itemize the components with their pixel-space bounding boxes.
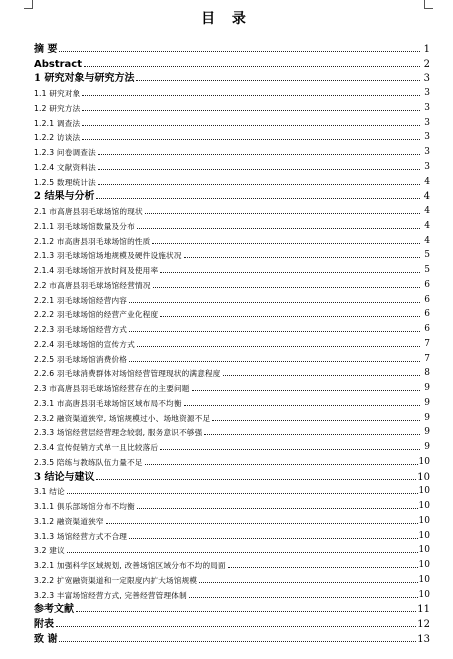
toc-entry-page-number: 7: [424, 338, 430, 349]
toc-entry[interactable]: [34, 276, 430, 291]
toc-dot-leader: [137, 346, 420, 347]
toc-entry-page-number: 10: [418, 560, 430, 570]
toc-entry-label: 3.1.2 融资渠道狭窄: [34, 516, 104, 526]
toc-dot-leader: [145, 464, 418, 465]
toc-entry-page-number: 9: [424, 427, 430, 438]
toc-entry[interactable]: [34, 143, 430, 158]
toc-entry-page-number: 4: [424, 206, 430, 216]
toc-entry-label: 1.2.1 调查法: [34, 118, 81, 128]
toc-entry-label: 2.1.3 羽毛球场馆场地规模及硬件设施状况: [34, 251, 182, 261]
toc-dot-leader: [228, 567, 418, 568]
toc-dot-leader: [59, 51, 420, 52]
toc-entry[interactable]: [34, 247, 430, 262]
toc-entry[interactable]: [34, 394, 430, 409]
toc-entry-label: 附表: [34, 619, 54, 630]
toc-dot-leader: [160, 316, 420, 317]
toc-entry-page-number: 4: [424, 220, 430, 231]
toc-entry-page-number: 10: [418, 501, 430, 511]
toc-entry[interactable]: [34, 158, 430, 173]
toc-entry[interactable]: [34, 70, 430, 85]
toc-entry-label: 1.1 研究对象: [34, 89, 81, 98]
toc-entry-label: 3.1.1 俱乐部场馆分布不均衡: [34, 502, 135, 511]
toc-entry-page-number: 9: [424, 442, 430, 452]
toc-entry-page-number: 10: [418, 589, 430, 600]
toc-entry[interactable]: [34, 129, 430, 144]
toc-dot-leader: [96, 479, 416, 480]
toc-dot-leader: [96, 198, 420, 199]
toc-entry-label: Abstract: [34, 58, 83, 70]
toc-dot-leader: [56, 626, 416, 627]
toc-entry-page-number: 4: [424, 235, 430, 246]
toc-entry[interactable]: [34, 232, 430, 247]
toc-entry[interactable]: [34, 512, 430, 527]
toc-dot-leader: [82, 110, 420, 111]
toc-entry-label: 2.3 市高唐县羽毛球场馆经营存在的主要问题: [34, 384, 190, 393]
toc-entry-page-number: 10: [418, 486, 430, 497]
toc-entry-label: 2.1.2 市高唐县羽毛球场馆的性质: [34, 236, 151, 246]
toc-dot-leader: [160, 272, 420, 273]
toc-dot-leader: [184, 257, 420, 258]
toc-entry[interactable]: [34, 542, 430, 557]
table-of-contents: [34, 40, 430, 645]
toc-entry[interactable]: [34, 202, 430, 217]
toc-entry-label: 2.2.3 羽毛球场馆经营方式: [34, 325, 128, 334]
toc-entry-page-number: 6: [424, 294, 430, 305]
toc-entry[interactable]: [34, 217, 430, 232]
toc-entry-label: 3.2 建议: [34, 546, 65, 556]
toc-title: 目 录: [201, 11, 252, 27]
toc-entry-label: 2.1.4 羽毛球场馆开放时间及使用率: [34, 266, 159, 275]
toc-entry-label: 致 谢: [34, 633, 58, 645]
toc-entry-label: 2.2 市高唐县羽毛球场馆经营情况: [34, 280, 151, 290]
toc-entry[interactable]: [34, 291, 430, 306]
toc-entry[interactable]: [34, 350, 430, 365]
toc-entry[interactable]: [34, 556, 430, 571]
toc-entry-page-number: 6: [424, 279, 430, 290]
toc-dot-leader: [136, 80, 420, 81]
toc-dot-leader: [129, 361, 420, 362]
toc-entry[interactable]: [34, 55, 430, 70]
toc-entry-page-number: 11: [417, 604, 430, 616]
toc-entry-label: 3.1 结论: [34, 487, 65, 497]
toc-entry[interactable]: [34, 409, 430, 424]
toc-entry[interactable]: [34, 630, 430, 645]
toc-entry[interactable]: [34, 615, 430, 630]
toc-entry[interactable]: [34, 468, 430, 483]
toc-entry-label: 3.2.3 丰富场馆经营方式, 完善经营管理体制: [34, 590, 187, 600]
toc-entry[interactable]: [34, 527, 430, 542]
toc-dot-leader: [82, 95, 420, 96]
toc-entry-label: 2.2.6 羽毛球消费群体对场馆经营管理现状的满意程度: [34, 369, 221, 379]
toc-dot-leader: [106, 523, 418, 524]
toc-entry-page-number: 10: [418, 545, 430, 556]
toc-entry-page-number: 3: [424, 132, 430, 143]
toc-dot-leader: [212, 420, 420, 421]
toc-dot-leader: [76, 611, 416, 612]
toc-entry-label: 摘 要: [34, 43, 58, 55]
toc-entry-label: 3 结论与建议: [34, 471, 95, 483]
toc-entry-page-number: 9: [424, 397, 430, 408]
toc-dot-leader: [184, 405, 420, 406]
toc-entry[interactable]: [34, 320, 430, 335]
toc-entry-page-number: 10: [418, 515, 430, 526]
toc-dot-leader: [98, 169, 420, 170]
toc-entry-label: 参考文献: [34, 604, 74, 616]
toc-entry-page-number: 5: [424, 250, 430, 261]
toc-entry[interactable]: [34, 424, 430, 439]
toc-dot-leader: [82, 139, 420, 140]
toc-entry[interactable]: [34, 365, 430, 380]
toc-entry-label: 3.1.3 场馆经营方式不合理: [34, 531, 128, 541]
toc-dot-leader: [82, 125, 420, 126]
toc-entry-page-number: 3: [424, 161, 430, 172]
toc-entry[interactable]: [34, 453, 430, 468]
toc-dot-leader: [98, 184, 420, 185]
toc-dot-leader: [160, 449, 420, 450]
toc-entry-label: 2 结果与分析: [34, 191, 95, 203]
toc-entry-label: 2.1 市高唐县羽毛球场馆的现状: [34, 207, 143, 216]
toc-entry-label: 2.3.2 融资渠道狭窄, 场馆规模过小、场地资源不足: [34, 413, 211, 423]
toc-entry-page-number: 6: [424, 324, 430, 334]
toc-entry-page-number: 10: [418, 574, 430, 585]
toc-entry-page-number: 8: [424, 368, 430, 379]
toc-entry[interactable]: [34, 173, 430, 188]
toc-entry-page-number: 9: [424, 412, 430, 423]
toc-entry-label: 2.1.1 羽毛球场馆数量及分布: [34, 221, 135, 231]
toc-entry-label: 3.2.1 加强科学区域规划, 改善场馆区域分布不均的局面: [34, 561, 226, 570]
toc-entry[interactable]: [34, 261, 430, 276]
toc-dot-leader: [199, 582, 417, 583]
toc-entry-label: 2.3.1 市高唐县羽毛球场馆区域布局不均衡: [34, 398, 182, 408]
toc-dot-leader: [129, 538, 417, 539]
toc-entry-page-number: 4: [423, 191, 430, 203]
toc-entry-page-number: 7: [424, 353, 430, 364]
toc-entry-page-number: 1: [423, 43, 430, 55]
toc-entry-page-number: 10: [417, 471, 430, 483]
toc-entry[interactable]: [34, 571, 430, 586]
toc-entry-page-number: 9: [424, 383, 430, 393]
toc-entry[interactable]: [34, 586, 430, 601]
toc-entry-label: 1.2.2 访谈法: [34, 133, 81, 143]
toc-dot-leader: [98, 154, 420, 155]
toc-entry[interactable]: [34, 601, 430, 616]
toc-dot-leader: [153, 287, 420, 288]
toc-entry[interactable]: [34, 306, 430, 321]
toc-entry-page-number: 4: [424, 176, 430, 187]
toc-dot-leader: [59, 641, 416, 642]
toc-dot-leader: [137, 508, 418, 509]
toc-entry[interactable]: [34, 114, 430, 129]
toc-entry-page-number: 3: [424, 102, 430, 113]
toc-entry-label: 2.2.5 羽毛球场馆消费价格: [34, 354, 128, 364]
toc-entry-page-number: 3: [424, 117, 430, 128]
toc-entry-label: 3.2.2 扩宽融资渠道和一定限度内扩大场馆规模: [34, 575, 198, 585]
toc-dot-leader: [84, 66, 420, 67]
toc-entry[interactable]: [34, 40, 430, 55]
toc-dot-leader: [129, 331, 420, 332]
toc-entry-label: 2.2.1 羽毛球场馆经营内容: [34, 295, 128, 305]
toc-dot-leader: [152, 243, 420, 244]
toc-dot-leader: [192, 390, 420, 391]
toc-dot-leader: [137, 228, 420, 229]
toc-entry[interactable]: [34, 438, 430, 453]
toc-entry[interactable]: [34, 99, 430, 114]
toc-dot-leader: [189, 597, 418, 598]
toc-entry-page-number: 2: [423, 58, 430, 70]
toc-dot-leader: [145, 213, 420, 214]
toc-entry-label: 1 研究对象与研究方法: [34, 73, 135, 85]
toc-entry-page-number: 3: [423, 73, 430, 85]
toc-entry[interactable]: [34, 483, 430, 498]
toc-entry-page-number: 5: [424, 265, 430, 275]
toc-dot-leader: [223, 375, 420, 376]
toc-entry[interactable]: [34, 335, 430, 350]
toc-entry-page-number: 6: [424, 309, 430, 320]
toc-entry-label: 1.2.5 数理统计法: [34, 177, 96, 187]
toc-entry[interactable]: [34, 497, 430, 512]
toc-entry-page-number: 3: [424, 147, 430, 157]
toc-entry-page-number: 13: [417, 633, 430, 645]
toc-entry-page-number: 10: [418, 456, 430, 467]
toc-entry-label: 2.3.4 宣传促销方式单一且比较落后: [34, 443, 159, 452]
toc-entry-page-number: 3: [424, 88, 430, 98]
toc-entry-label: 1.2 研究方法: [34, 103, 81, 113]
toc-entry-label: 2.3.3 场馆经营层经营理念较弱, 服务意识不够强: [34, 428, 203, 438]
toc-entry-label: 2.2.4 羽毛球场馆的宣传方式: [34, 339, 135, 349]
toc-entry[interactable]: [34, 84, 430, 99]
toc-dot-leader: [67, 493, 418, 494]
toc-dot-leader: [67, 552, 418, 553]
toc-entry-label: 2.3.5 陪练与教练队伍力量不足: [34, 457, 143, 467]
toc-entry-page-number: 10: [418, 530, 430, 541]
toc-dot-leader: [129, 302, 420, 303]
toc-entry-page-number: 12: [417, 619, 430, 630]
toc-entry[interactable]: [34, 188, 430, 203]
toc-dot-leader: [204, 434, 420, 435]
toc-entry-label: 1.2.4 文献资料法: [34, 162, 96, 172]
toc-entry[interactable]: [34, 379, 430, 394]
toc-entry-label: 2.2.2 羽毛球场馆的经营产业化程度: [34, 310, 159, 320]
toc-entry-label: 1.2.3 问卷调查法: [34, 148, 96, 157]
